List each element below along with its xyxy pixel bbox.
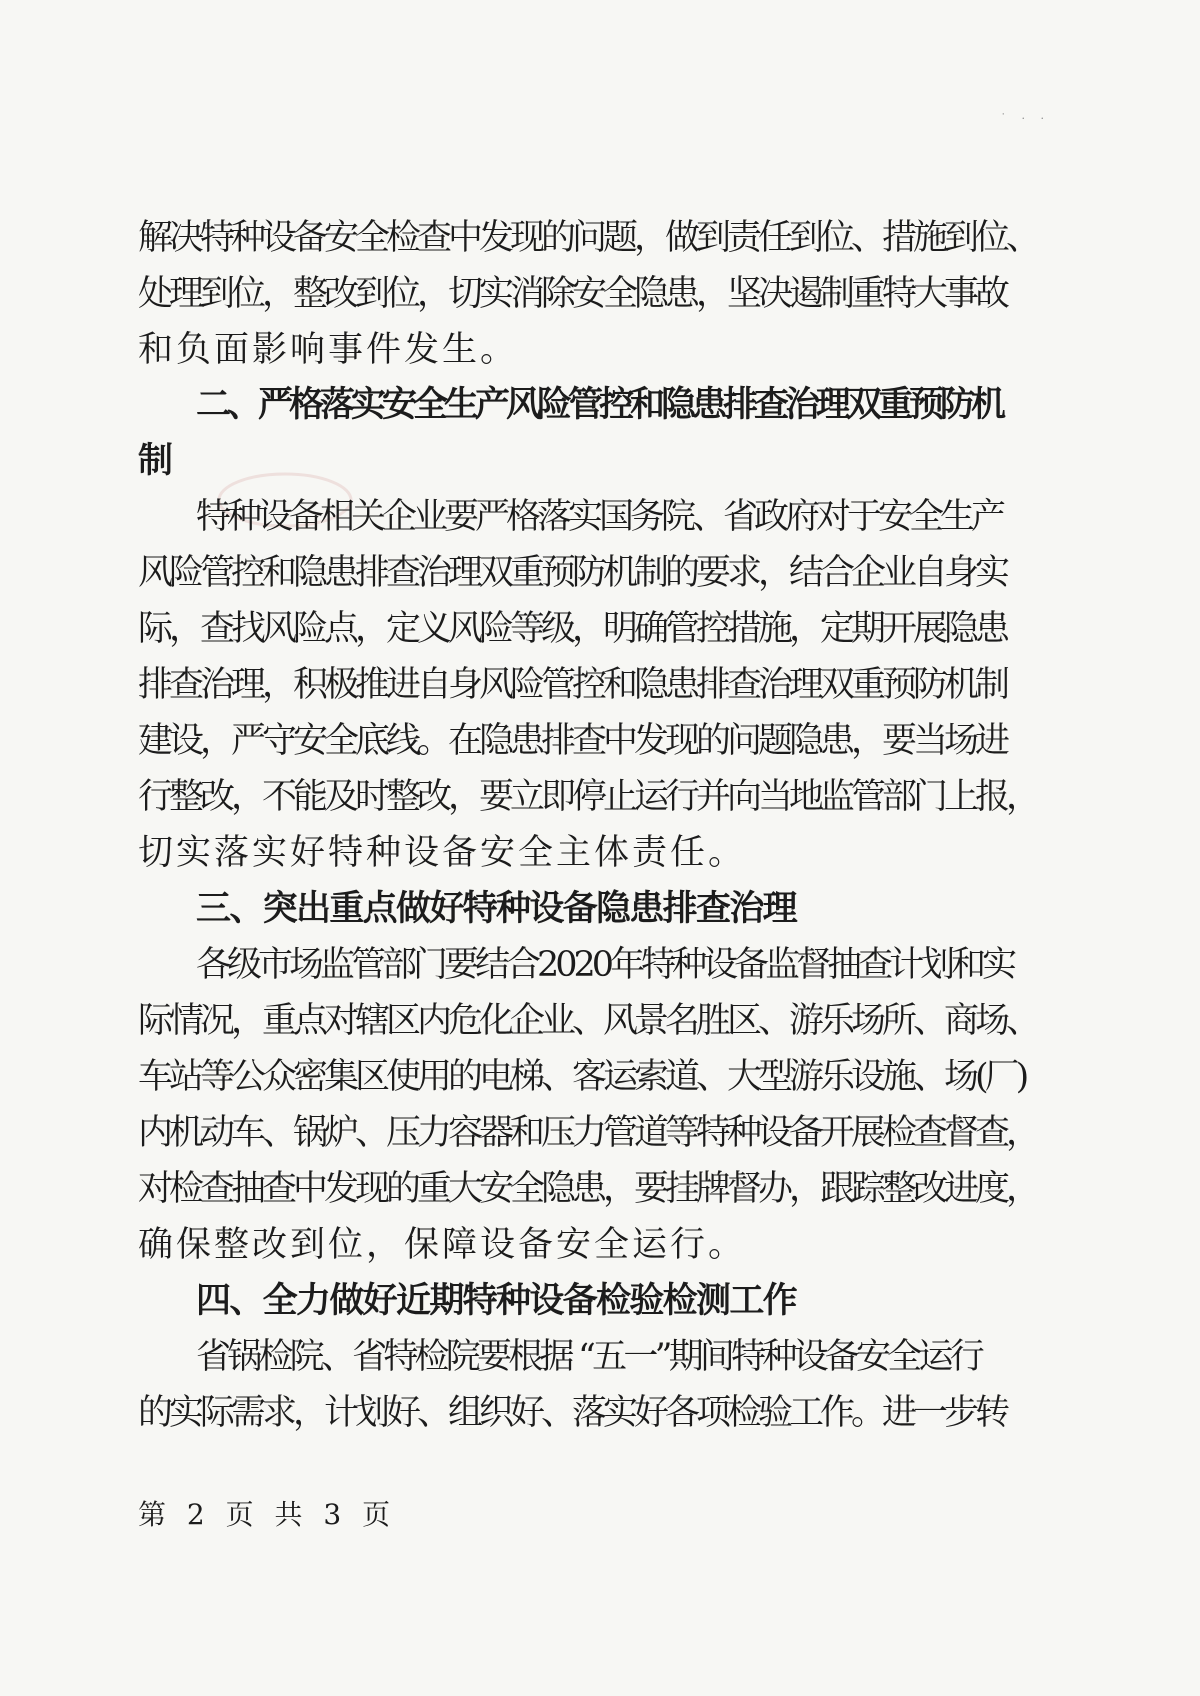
- body-line: 对检查抽查中发现的重大安全隐患，要挂牌督办，跟踪整改进度，: [138, 1169, 1038, 1209]
- body-line: 的实际需求，计划好、组织好、落实好各项检验工作。进一步转: [138, 1393, 1007, 1433]
- body-line: 车站等公众密集区使用的电梯、客运索道、大型游乐设施、场(厂): [138, 1057, 1026, 1097]
- body-line: 和负面影响事件发生。: [138, 330, 519, 370]
- body-line: 省锅检院、省特检院要根据 “五一”期间特种设备安全运行: [196, 1337, 981, 1377]
- section-heading-2: 二、严格落实安全生产风险管控和隐患排查治理双重预防机: [196, 385, 1003, 425]
- section-heading-2-cont: 制: [138, 441, 177, 481]
- body-line: 际情况，重点对辖区内危化企业、风景名胜区、游乐场所、商场、: [138, 1001, 1038, 1041]
- scan-specks: ˙ · ·: [1000, 112, 1050, 125]
- body-line: 际，查找风险点，定义风险等级，明确管控措施，定期开展隐患: [138, 609, 1007, 649]
- body-line: 处理到位，整改到位，切实消除安全隐患，坚决遏制重特大事故: [138, 274, 1007, 314]
- body-line: 内机动车、锅炉、压力容器和压力管道等特种设备开展检查督查，: [138, 1113, 1038, 1153]
- body-line: 特种设备相关企业要严格落实国务院、省政府对于安全生产: [196, 497, 1003, 537]
- body-line: 切实落实好特种设备安全主体责任。: [138, 833, 747, 873]
- body-line: 行整改，不能及时整改，要立即停止运行并向当地监管部门上报，: [138, 777, 1038, 817]
- body-line: 各级市场监管部门要结合2020年特种设备监督抽查计划和实: [196, 945, 1014, 985]
- body-line: 解决特种设备安全检查中发现的问题，做到责任到位、措施到位、: [138, 218, 1038, 258]
- section-heading-4: 四、全力做好近期特种设备检验检测工作: [196, 1281, 797, 1321]
- body-line: 风险管控和隐患排查治理双重预防机制的要求，结合企业自身实: [138, 553, 1007, 593]
- section-heading-3: 三、突出重点做好特种设备隐患排查治理: [196, 889, 797, 929]
- body-line: 排查治理，积极推进自身风险管控和隐患排查治理双重预防机制: [138, 665, 1007, 705]
- body-line: 建设，严守安全底线。在隐患排查中发现的问题隐患，要当场进: [138, 721, 1007, 761]
- body-line: 确保整改到位，保障设备安全运行。: [138, 1225, 747, 1265]
- page-number: 第 2 页 共 3 页: [138, 1498, 397, 1531]
